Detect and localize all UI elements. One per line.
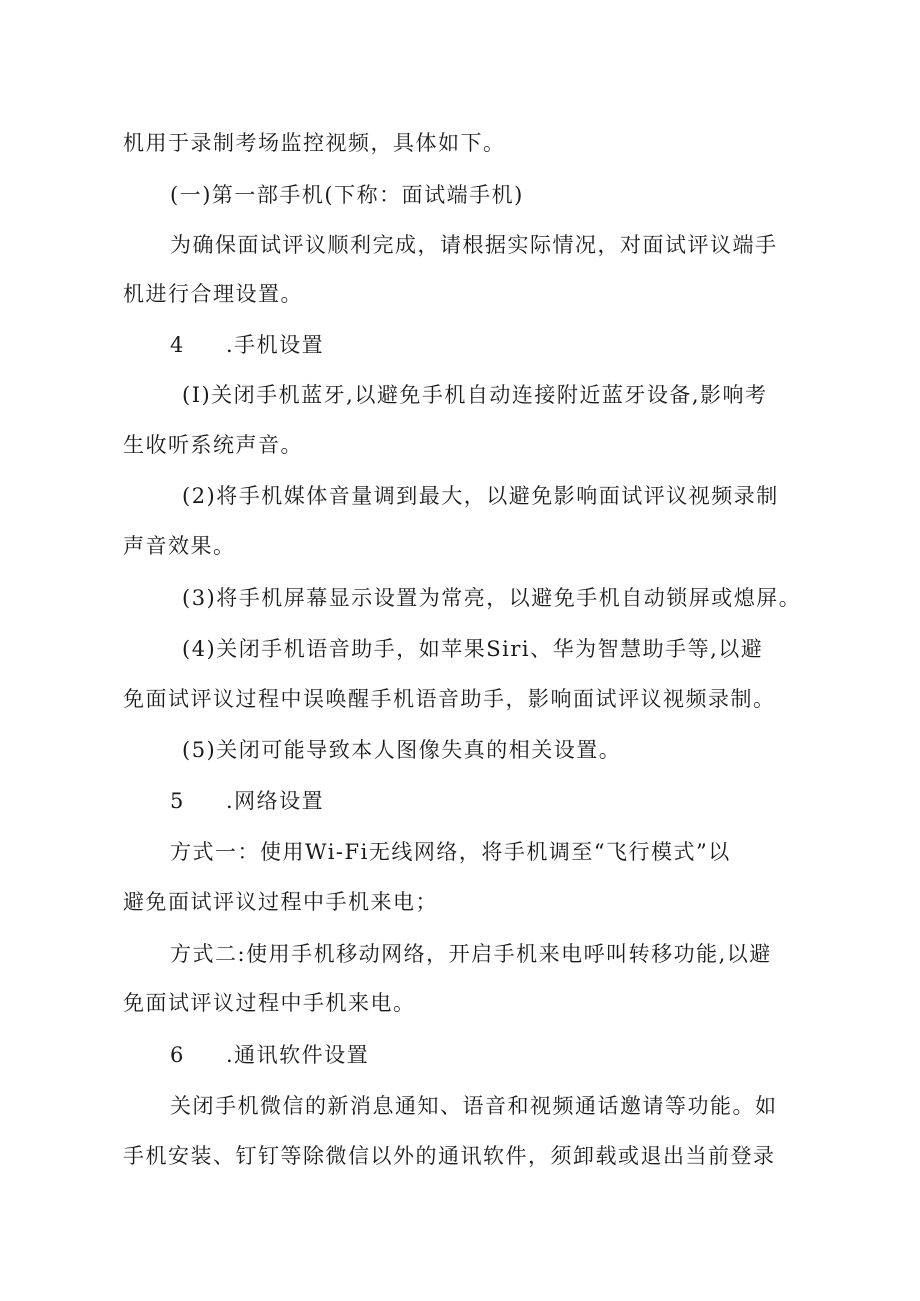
heading-number: 5	[170, 789, 185, 813]
numbered-heading-network-settings	[170, 786, 324, 816]
paragraph-line: 手机安装、钉钉等除微信以外的通讯软件，须卸载或退出当前登录	[123, 1144, 776, 1168]
paragraph-line: 免面试评议过程中手机来电。	[123, 991, 416, 1015]
paragraph-line: 方式二:使用手机移动网络，开启手机来电呼叫转移功能,以避	[170, 942, 772, 966]
paragraph-line: (2)将手机媒体音量调到最大，以避免影响面试评议视频录制	[182, 484, 779, 508]
heading-number: 4	[170, 333, 185, 357]
paragraph-line: (I)关闭手机蓝牙,以避免手机自动连接附近蓝牙设备,影响考	[182, 383, 768, 407]
paragraph-line: 声音效果。	[123, 534, 236, 558]
paragraph-line: 机进行合理设置。	[123, 282, 303, 306]
paragraph-line: 关闭手机微信的新消息通知、语音和视频通话邀请等功能。如	[170, 1094, 778, 1118]
heading-number: 6	[170, 1043, 185, 1067]
paragraph-line: 为确保面试评议顺利完成，请根据实际情况，对面试评议端手	[170, 233, 778, 257]
paragraph-line: 机用于录制考场监控视频，具体如下。	[123, 131, 506, 155]
paragraph-line: (3)将手机屏幕显示设置为常亮，以避免手机自动锁屏或熄屏。	[182, 586, 802, 610]
paragraph-line: 免面试评议过程中误唤醒手机语音助手，影响面试评议视频录制。	[123, 687, 776, 711]
heading-title: .通讯软件设置	[226, 1043, 370, 1067]
paragraph-line: (5)关闭可能导致本人图像失真的相关设置。	[182, 738, 622, 762]
section-heading-first-phone: (一)第一部手机(下称：面试端手机)	[170, 183, 524, 207]
heading-title: .网络设置	[226, 789, 325, 813]
paragraph-line: (4)关闭手机语音助手，如苹果Siri、华为智慧助手等,以避	[182, 637, 764, 661]
paragraph-line: 避免面试评议过程中手机来电；	[123, 890, 438, 914]
heading-title: .手机设置	[226, 333, 325, 357]
paragraph-line: 方式一：使用Wi-Fi无线网络，将手机调至“飞行模式”以	[170, 840, 731, 864]
numbered-heading-phone-settings	[170, 330, 324, 360]
numbered-heading-messaging-settings	[170, 1040, 369, 1070]
paragraph-line: 生收听系统声音。	[123, 433, 303, 457]
